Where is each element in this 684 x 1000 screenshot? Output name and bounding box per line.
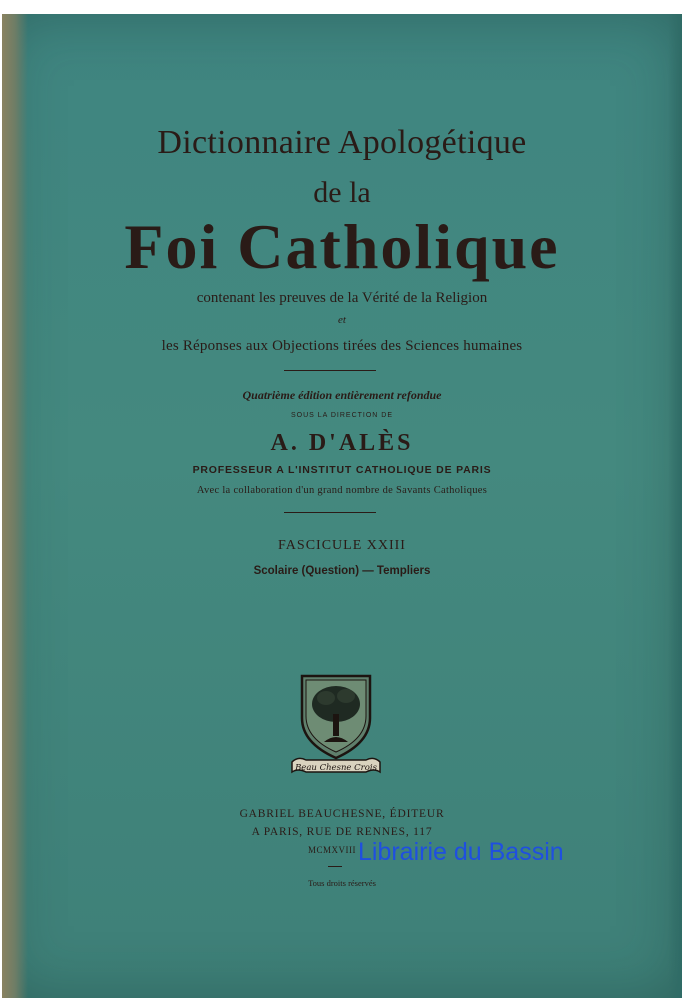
title-main: Foi Catholique bbox=[124, 211, 560, 282]
fascicule-topics: Scolaire (Question) — Templiers bbox=[253, 565, 431, 577]
divider-rule-small bbox=[328, 866, 342, 867]
rights-notice: Tous droits réservés bbox=[308, 878, 376, 888]
collaboration-note: Avec la collaboration d'un grand nombre de Savants Catholiques bbox=[196, 485, 488, 496]
watermark-text: Librairie du Bassin bbox=[358, 838, 564, 866]
publisher-name: GABRIEL BEAUCHESNE, ÉDITEUR bbox=[239, 808, 445, 820]
subtitle-line-2: les Réponses aux Objections tirées des Sciences humaines bbox=[161, 338, 523, 354]
title-line-2: de la bbox=[313, 176, 371, 209]
edition-note: Quatrième édition entièrement refondue bbox=[242, 388, 442, 402]
fascicule-number: FASCICULE XXIII bbox=[278, 538, 406, 553]
divider-rule bbox=[284, 370, 376, 371]
direction-label: SOUS LA DIRECTION DE bbox=[290, 412, 394, 419]
publication-year: MCMXVIII bbox=[308, 845, 356, 855]
divider-rule bbox=[284, 512, 376, 513]
subtitle-conjunction: et bbox=[338, 314, 346, 326]
author-name: A. D'ALÈS bbox=[270, 430, 414, 456]
oak-tree-shield-emblem-icon bbox=[288, 672, 384, 782]
title-line-1: Dictionnaire Apologétique bbox=[157, 124, 527, 161]
author-affiliation: PROFESSEUR A L'INSTITUT CATHOLIQUE DE PARIS bbox=[192, 464, 492, 476]
publisher-address: A PARIS, RUE DE RENNES, 117 bbox=[251, 826, 433, 838]
subtitle-line-1: contenant les preuves de la Vérité de la Religion bbox=[196, 290, 488, 306]
emblem-banner-text: Beau Chesne Crois bbox=[295, 763, 377, 773]
